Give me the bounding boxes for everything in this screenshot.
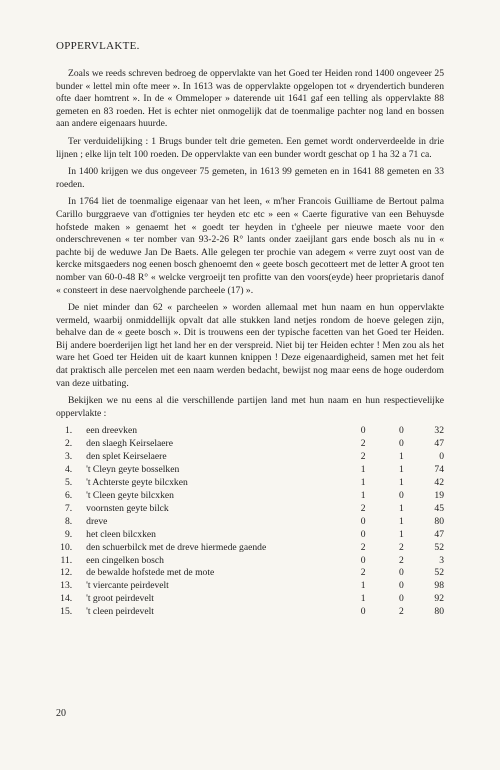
parcel-value-b: 2 [398,606,404,618]
parcel-value-c: 32 [434,425,444,437]
parcel-number: 5. [64,477,73,489]
parcel-value-b: 0 [398,425,404,437]
parcel-name: den slaegh Keirselaere [86,438,173,450]
parcel-name: 't groot peirdevelt [86,593,154,605]
parcel-name: dreve [86,515,108,527]
parcel-value-b: 1 [398,528,404,540]
parcel-name: de bewalde hofstede met de mote [86,567,215,579]
parcel-value-a: 0 [360,554,366,566]
section-heading: OPPERVLAKTE. [56,40,140,52]
parcel-number: 10. [60,541,73,553]
paragraph: Bekijken we nu eens al die verschillende partijen land met hun naam en hun respectievelijke oppervlakte : [56,395,444,419]
parcel-value-c: 98 [434,580,444,592]
parcel-value-a: 0 [360,425,366,437]
parcel-value-a: 2 [360,541,366,553]
parcel-value-b: 0 [398,438,404,450]
parcel-number: 8. [64,515,73,527]
paragraph: In 1400 krijgen we dus ongeveer 75 gemeten, in 1613 99 gemeten en in 1641 88 gemeten en 33 roeden. [56,166,444,190]
parcel-value-a: 1 [360,464,366,476]
parcel-number: 15. [60,606,73,618]
parcel-number: 13. [60,580,73,592]
parcel-value-b: 1 [398,451,404,463]
parcel-value-a: 1 [360,489,366,501]
parcel-name: den splet Keirselaere [86,451,167,463]
parcel-value-c: 47 [434,438,444,450]
parcel-name: 't Achterste geyte bilcxken [86,477,188,489]
parcel-value-b: 0 [398,580,404,592]
paragraph: In 1764 liet de toenmalige eigenaar van het leen, « m'her Francois Guilliame de Bertout palma Carillo burggraeve van d'ottignies ter heyden etc etc » een « Caerte figurative van een Behuysde hofstede maken » genaemt het « goedt ter heyden in t'gheele per nieuwe maete voor den onderschrevenen « ter nomber van 93-2-26 R° lants onder zaeijlant gars ende bosch als nu in « pachte bij de weduwe Jan De Baets. Alle gelegen ter prochie van adegem « verre zuyt oost van de kercke mitsgaeders nog eenen bosch ghenoemt den « geete bosch gecotteert met de letter A groot ten nomber van 60-0-48 R° « welcke vergroeijt ten profitte van den voors(eyde) heer proprietaris danof « consteert in dese naervolghende parcheele (17) ». [56,196,444,296]
parcel-value-c: 52 [434,567,444,579]
parcel-value-c: 0 [439,451,444,463]
parcel-value-a: 1 [360,593,366,605]
parcel-value-a: 2 [360,451,366,463]
parcel-value-b: 0 [398,567,404,579]
parcel-value-b: 2 [398,541,404,553]
parcel-value-b: 0 [398,489,404,501]
parcel-value-b: 1 [398,464,404,476]
table-row [56,477,444,490]
paragraph: De niet minder dan 62 « parcheelen » worden allemaal met hun naam en hun oppervlakte vermeld, waarbij onmiddellijk opvalt dat alle stukken land netjes rondom de hoeve gelegen zijn, behalve dan de « geete bosch ». Dit is trouwens een der typische facetten van het Goed ter Heiden. Bij andere boerderijen ligt het land her en der verspreid. Niet bij ter Heiden echter ! Men zou als het ware het Goed ter Heiden uit de kaart kunnen knippen ! Deze eigenaardigheid, samen met het feit dat praktisch alle percelen met een naam werden bedacht, bewijst nog maar eens de hoge ouderdom van deze uitbating. [56,302,444,389]
parcel-value-b: 1 [398,515,404,527]
parcel-number: 7. [64,502,73,514]
table-row [56,425,444,438]
table-row [56,580,444,593]
parcel-value-a: 2 [360,438,366,450]
parcel-value-a: 0 [360,515,366,527]
parcel-number: 11. [60,554,73,566]
parcel-name: een cingelken bosch [86,554,164,566]
parcel-value-c: 3 [439,554,444,566]
parcel-value-b: 0 [398,593,404,605]
table-row [56,567,444,580]
parcel-value-a: 2 [360,502,366,514]
parcel-value-a: 2 [360,567,366,579]
parcel-name: 't Cleyn geyte bosselken [86,464,180,476]
parcel-name: een dreevken [86,425,138,437]
parcel-value-b: 2 [398,554,404,566]
table-row [56,464,444,477]
table-row [56,542,444,555]
table-row [56,451,444,464]
parcel-name: 't cleen peirdevelt [86,606,154,618]
table-row [56,593,444,606]
table-row [56,503,444,516]
parcel-value-a: 1 [360,477,366,489]
parcel-name: 't Cleen geyte bilcxken [86,489,174,501]
page-content [56,40,444,619]
parcel-value-a: 0 [360,528,366,540]
parcel-name: 't viercante peirdevelt [86,580,169,592]
parcel-value-c: 45 [434,502,444,514]
parcel-value-c: 19 [434,489,444,501]
parcel-value-c: 80 [434,606,444,618]
parcel-number: 14. [60,593,73,605]
parcel-value-c: 47 [434,528,444,540]
table-row [56,490,444,503]
parcel-value-b: 1 [398,477,404,489]
parcel-table [56,425,444,619]
paragraph: Zoals we reeds schreven bedroeg de oppervlakte van het Goed ter Heiden rond 1400 ongeveer 25 bunder « lettel min ofte meer ». In 1613 was de oppervlakte opgelopen tot « dryendertich bunderen ofte daer homtrent ». In de « Ommeloper » daterende uit 1641 gaf een telling als oppervlakte 88 gemeten en 83 roeden. Het is echter niet onmogelijk dat de toenmalige pachter nog land en bossen aan andere eigenaars huurde. [56,68,444,130]
table-row [56,438,444,451]
parcel-number: 6. [64,489,73,501]
parcel-number: 3. [64,451,73,463]
paragraph: Ter verduidelijking : 1 Brugs bunder telt drie gemeten. Een gemet wordt onderverdeelde in drie lijnen ; elke lijn telt 100 roeden. De oppervlakte van een bunder wordt geschat op 1 ha 32 a 71 ca. [56,135,444,160]
parcel-value-b: 1 [398,502,404,514]
parcel-value-a: 0 [360,606,366,618]
parcel-value-a: 1 [360,580,366,592]
parcel-value-c: 80 [434,515,444,527]
page-number: 20 [56,708,66,719]
parcel-number: 2. [64,438,73,450]
parcel-value-c: 52 [434,541,444,553]
parcel-value-c: 42 [434,477,444,489]
parcel-number: 12. [60,567,73,579]
parcel-value-c: 74 [434,464,444,476]
parcel-number: 9. [64,528,73,540]
parcel-number: 1. [64,425,73,437]
parcel-name: het cleen bilcxken [86,528,156,540]
parcel-name: den schuerbilck met de dreve hiermede gaende [86,541,267,553]
parcel-value-c: 92 [434,593,444,605]
table-row [56,529,444,542]
table-row [56,606,444,619]
parcel-number: 4. [64,464,73,476]
table-row [56,555,444,568]
table-row [56,516,444,529]
parcel-name: voornsten geyte bilck [86,502,169,514]
